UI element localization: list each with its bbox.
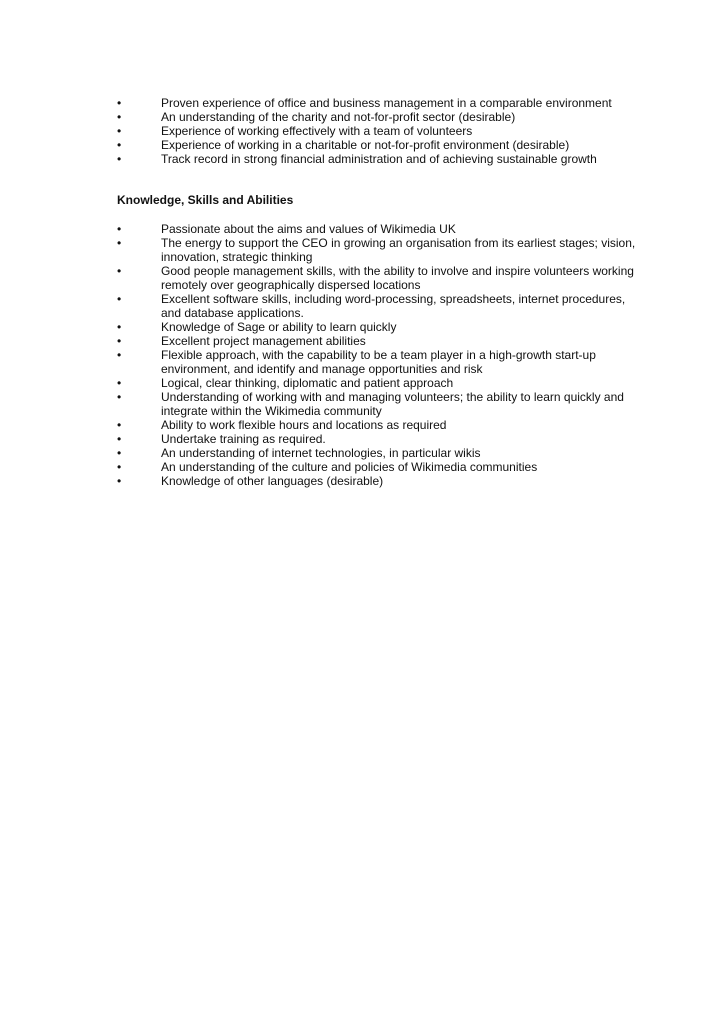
list-item — [117, 390, 637, 418]
list-item-text: An understanding of the culture and policies of Wikimedia communities — [161, 460, 538, 474]
list-item-text: The energy to support the CEO in growing an organisation from its earliest stages; vision, innovation, strategic thinking — [161, 236, 636, 264]
list-item-text: Ability to work flexible hours and locations as required — [161, 418, 447, 432]
list-item-text: Experience of working in a charitable or not-for-profit environment (desirable) — [161, 138, 570, 152]
list-item — [117, 348, 637, 376]
list-item — [117, 320, 637, 334]
list-item — [117, 292, 637, 320]
list-item-text: An understanding of internet technologies, in particular wikis — [161, 446, 481, 460]
list-item-text: Understanding of working with and managing volunteers; the ability to learn quickly and integrate within the Wikimedia community — [161, 390, 624, 418]
list-item — [117, 152, 637, 166]
bullet-icon: • — [117, 236, 122, 250]
list-item — [117, 474, 637, 488]
list-item — [117, 222, 637, 236]
bullet-icon: • — [117, 96, 122, 110]
list-item — [117, 110, 637, 124]
bullet-icon: • — [117, 418, 122, 432]
bullet-icon: • — [117, 110, 122, 124]
bullet-icon: • — [117, 432, 122, 446]
list-item-text: Passionate about the aims and values of Wikimedia UK — [161, 222, 456, 236]
list-item — [117, 460, 637, 474]
skills-list — [117, 222, 637, 488]
list-item — [117, 138, 637, 152]
list-item — [117, 96, 637, 110]
list-item-text: Knowledge of other languages (desirable) — [161, 474, 384, 488]
list-item-text: Good people management skills, with the ability to involve and inspire volunteers working remotely over geographically dispersed locations — [161, 264, 634, 292]
bullet-icon: • — [117, 320, 122, 334]
list-item — [117, 124, 637, 138]
bullet-icon: • — [117, 460, 122, 474]
bullet-icon: • — [117, 446, 122, 460]
list-item-text: Logical, clear thinking, diplomatic and patient approach — [161, 376, 454, 390]
list-item — [117, 334, 637, 348]
list-item — [117, 376, 637, 390]
list-item-text: Excellent project management abilities — [161, 334, 366, 348]
list-item — [117, 446, 637, 460]
list-item-text: Proven experience of office and business management in a comparable environment — [161, 96, 612, 110]
bullet-icon: • — [117, 222, 122, 236]
list-item — [117, 432, 637, 446]
list-item — [117, 236, 637, 264]
list-item-text: Track record in strong financial administration and of achieving sustainable growth — [161, 152, 597, 166]
bullet-icon: • — [117, 138, 122, 152]
list-item-text: Knowledge of Sage or ability to learn quickly — [161, 320, 397, 334]
list-item-text: An understanding of the charity and not-for-profit sector (desirable) — [161, 110, 516, 124]
list-item-text: Excellent software skills, including word-processing, spreadsheets, internet procedures, and database applications. — [161, 292, 626, 320]
list-item-text: Undertake training as required. — [161, 432, 326, 446]
bullet-icon: • — [117, 348, 122, 362]
bullet-icon: • — [117, 376, 122, 390]
list-item — [117, 418, 637, 432]
bullet-icon: • — [117, 474, 122, 488]
list-item — [117, 264, 637, 292]
section-heading: Knowledge, Skills and Abilities — [117, 193, 294, 207]
bullet-icon: • — [117, 334, 122, 348]
bullet-icon: • — [117, 124, 122, 138]
experience-list — [117, 96, 637, 166]
list-item-text: Experience of working effectively with a team of volunteers — [161, 124, 473, 138]
bullet-icon: • — [117, 390, 122, 404]
bullet-icon: • — [117, 264, 122, 278]
list-item-text: Flexible approach, with the capability to be a team player in a high-growth start-up environment, and identify and manage opportunities and risk — [161, 348, 596, 376]
bullet-icon: • — [117, 292, 122, 306]
bullet-icon: • — [117, 152, 122, 166]
